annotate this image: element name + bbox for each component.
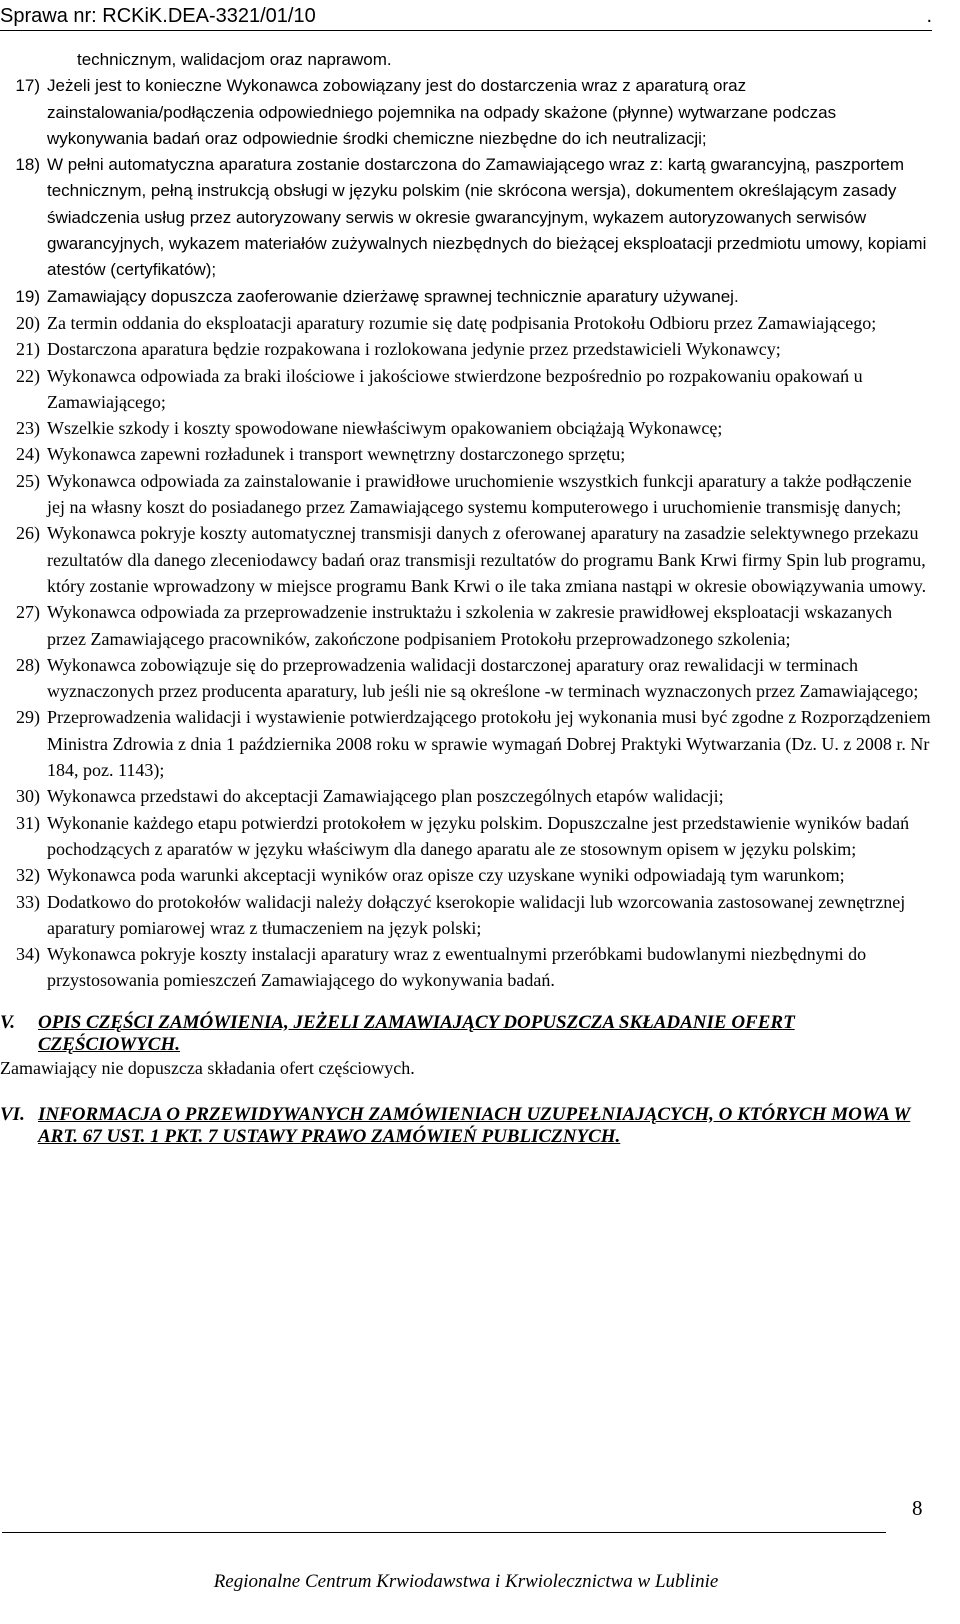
list-item-20	[0, 310, 932, 336]
list-item-26	[0, 520, 932, 599]
item-text: Wykonawca odpowiada za przeprowadzenie instruktażu i szkolenia w zakresie prawidłowej eksploatacji wskazanych przez Zamawiającego pracowników, zakończone podpisaniem Protokołu przeprowadzonego szkolenia;	[47, 602, 893, 649]
list-item-22	[0, 363, 932, 416]
section-number: V.	[0, 1011, 15, 1033]
page-footer: Regionalne Centrum Krwiodawstwa i Krwiolecznictwa w Lublinie	[213, 1571, 719, 1592]
list-item-30	[0, 783, 932, 809]
section-v-heading	[0, 1012, 932, 1056]
list-item-29	[0, 704, 932, 783]
list-item-33	[0, 889, 932, 942]
list-item-21	[0, 336, 932, 362]
list-item-28	[0, 652, 932, 705]
list-item-19	[0, 284, 932, 310]
item-text: Dostarczona aparatura będzie rozpakowana i rozlokowana jedynie przez przedstawicieli Wykonawcy;	[47, 339, 781, 360]
header-dot: .	[926, 5, 932, 27]
header-rule	[0, 30, 932, 31]
page-header	[0, 4, 932, 30]
item-text: Wykonawca przedstawi do akceptacji Zamawiającego plan poszczególnych etapów walidacji;	[47, 786, 724, 807]
item-text: Wykonawca pokryje koszty instalacji aparatury wraz z ewentualnymi przeróbkami budowlanymi niezbędnymi do przystosowania pomieszczeń Zamawiającego do wykonywania badań.	[47, 944, 867, 991]
section-vi-heading	[0, 1104, 932, 1148]
item-text: Wykonanie każdego etapu potwierdzi protokołem w języku polskim. Dopuszczalne jest przedstawienie wyników badań pochodzących z aparatów w języku właściwym dla danego aparatu ale ze stosownym opisem w języku polskim;	[47, 812, 910, 859]
item-number: 18)	[15, 155, 40, 175]
item-number: 20)	[16, 312, 40, 333]
item-number: 28)	[16, 654, 40, 675]
item-number: 25)	[16, 470, 40, 491]
item-text: Przeprowadzenia walidacji i wystawienie potwierdzającego protokołu jej wykonania musi być zgodne z Rozporządzeniem Ministra Zdrowia z dnia 1 października 2008 roku w sprawie wymagań Dobrej Praktyki Wytwarzania (Dz. U. z 2008 r. Nr 184, poz. 1143);	[47, 707, 931, 781]
list-item-24	[0, 441, 932, 467]
continuation-text: technicznym, walidacjom oraz naprawom.	[77, 50, 392, 69]
item-text: Za termin oddania do eksploatacji aparatury rozumie się datę podpisania Protokołu Odbioru przez Zamawiającego;	[47, 312, 877, 333]
item-number: 32)	[16, 865, 40, 886]
item-number: 33)	[16, 891, 40, 912]
item-text: Wykonawca pokryje koszty automatycznej transmisji danych z oferowanej aparatury na zasadzie selektywnego przekazu rezultatów dla danego zleceniodawcy badań oraz transmisji rezultatów do programu Bank Krwi firmy Spin lub programu, który zostanie wprowadzony w miejsce programu Bank Krwi o ile taka zmiana nastąpi w okresie obowiązywania umowy.	[47, 523, 927, 596]
item-text: Dodatkowo do protokołów walidacji należy dołączyć kserokopie walidacji lub wzorcowania zastosowanej zewnętrznej aparatury pomiarowej wraz z tłumaczeniem na język polski;	[47, 891, 906, 938]
list-item-25	[0, 468, 932, 521]
item-number: 23)	[16, 418, 40, 439]
numbered-list	[0, 73, 932, 993]
item-text: Jeżeli jest to konieczne Wykonawca zobowiązany jest do dostarczenia wraz z aparaturą oraz zainstalowania/podłączenia odpowiedniego pojemnika na odpady skażone (płynne) wytwarzane podczas wykonywania badań oraz odpowiednie środki chemiczne niezbędne do ich neutralizacji;	[47, 76, 837, 148]
item-number: 22)	[16, 365, 40, 386]
item-number: 24)	[16, 444, 40, 465]
section-title: INFORMACJA O PRZEWIDYWANYCH ZAMÓWIENIACH UZUPEŁNIAJĄCYCH, O KTÓRYCH MOWA W ART. 67 UST. 1 PKT. 7 USTAWY PRAWO ZAMÓWIEŃ PUBLICZNYCH.	[38, 1103, 911, 1147]
footer-rule	[2, 1532, 886, 1533]
item-number: 17)	[15, 76, 40, 96]
item-number: 30)	[16, 786, 40, 807]
item-text: Wykonawca odpowiada za braki ilościowe i jakościowe stwierdzone bezpośrednio po rozpakowaniu opakowań u Zamawiającego;	[47, 365, 863, 412]
section-v-text: Zamawiający nie dopuszcza składania ofert częściowych.	[0, 1057, 415, 1078]
list-item-32	[0, 862, 932, 888]
item-text: Wykonawca zapewni rozładunek i transport wewnętrzny dostarczonego sprzętu;	[47, 444, 626, 465]
item-number: 21)	[16, 339, 40, 360]
item-text: W pełni automatyczna aparatura zostanie dostarczona do Zamawiającego wraz z: kartą gwarancyjną, paszportem technicznym, pełną instrukcją obsługi w języku polskim (nie skrócona wersja), dokumentem określającym zasady świadczenia usług przez autoryzowany serwis w okresie gwarancyjnym, wykazem autoryzowanych serwisów gwarancyjnych, wykazem materiałów zużywalnych niezbędnych do bieżącej eksploatacji przedmiotu umowy, kopiami atestów (certyfikatów);	[47, 155, 927, 280]
item-number: 27)	[16, 602, 40, 623]
document-body	[0, 47, 932, 1148]
item-text: Wykonawca poda warunki akceptacji wyników oraz opisze czy uzyskane wyniki odpowiadają tym warunkom;	[47, 865, 845, 886]
list-item-18	[0, 152, 932, 283]
section-title: OPIS CZĘŚCI ZAMÓWIENIA, JEŻELI ZAMAWIAJĄCY DOPUSZCZA SKŁADANIE OFERT CZĘŚCIOWYCH.	[38, 1011, 795, 1055]
case-number: Sprawa nr: RCKiK.DEA-3321/01/10	[0, 5, 316, 27]
item-text: Zamawiający dopuszcza zaoferowanie dzierżawę sprawnej technicznie aparatury używanej.	[47, 286, 739, 306]
item-text: Wszelkie szkody i koszty spowodowane niewłaściwym opakowaniem obciążają Wykonawcę;	[47, 418, 723, 439]
list-item-31	[0, 810, 932, 863]
section-number: VI.	[0, 1103, 25, 1125]
list-item-34	[0, 941, 932, 994]
item-number: 19)	[15, 286, 40, 306]
item-text: Wykonawca zobowiązuje się do przeprowadzenia walidacji dostarczonej aparatury oraz rewalidacji w terminach wyznaczonych przez producenta aparatury, lub jeśli nie są określone -w terminach wyznaczonych przez Zamawiającego;	[47, 654, 919, 702]
list-item-27	[0, 599, 932, 652]
item-number: 26)	[16, 523, 40, 544]
list-item-23	[0, 415, 932, 441]
list-item-17	[0, 73, 932, 152]
item-number: 31)	[16, 812, 40, 833]
item-text: Wykonawca odpowiada za zainstalowanie i prawidłowe uruchomienie wszystkich funkcji aparatury a także podłączenie jej na własny koszt do posiadanego przez Zamawiającego systemu komputerowego i uruchomienie transmisję danych;	[47, 470, 912, 518]
item-number: 34)	[16, 944, 40, 965]
item-number: 29)	[16, 707, 40, 728]
page-number: 8	[912, 1496, 923, 1520]
